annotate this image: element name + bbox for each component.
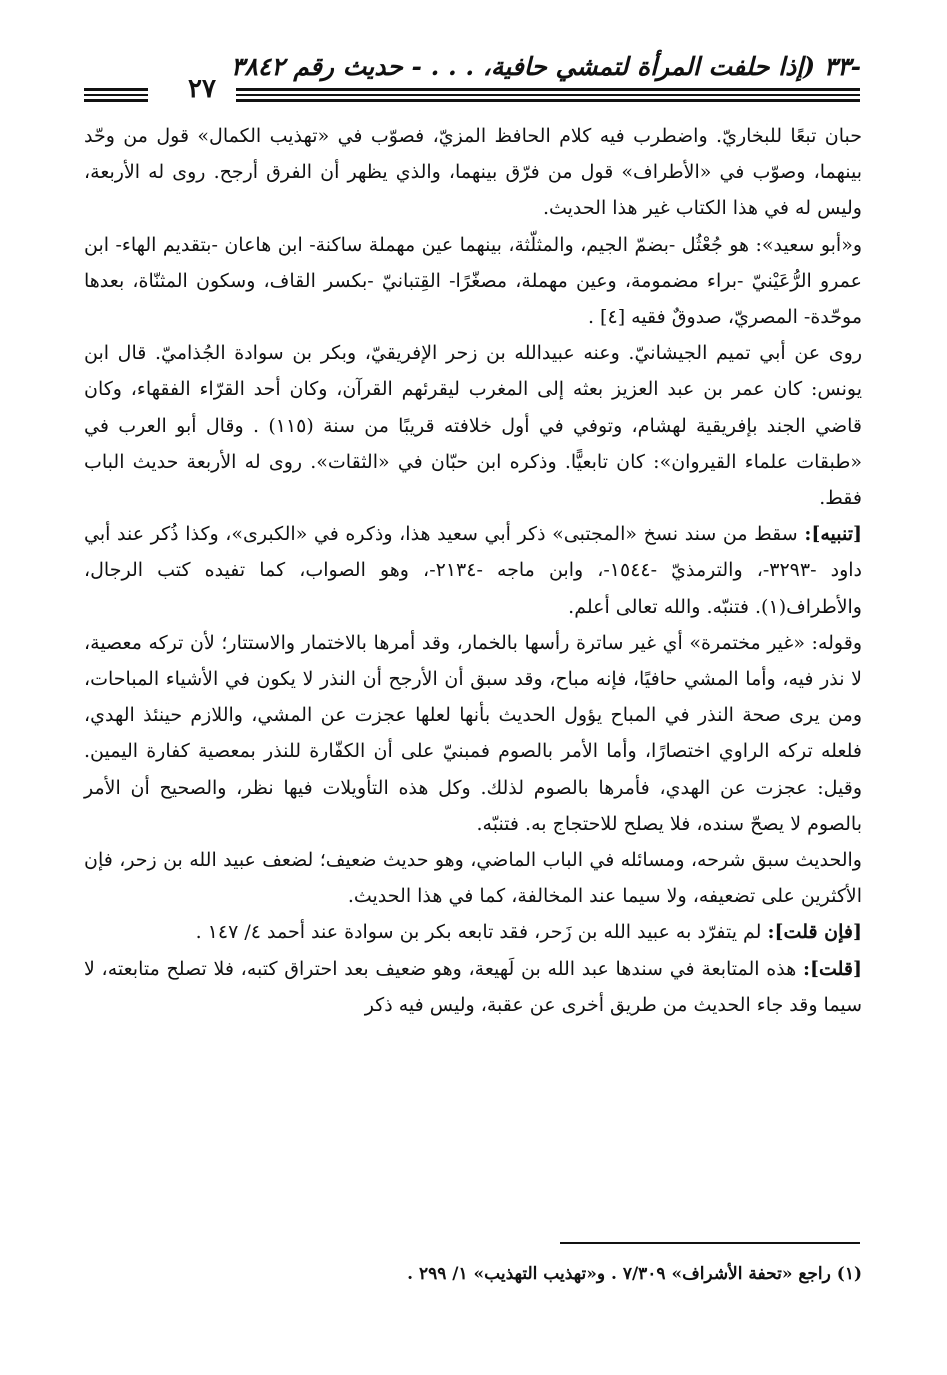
page-number-rule: [84, 99, 148, 102]
footnote: (١) راجع «تحفة الأشراف» ٧/٣٠٩ . و«تهذيب التهذيب» ١/ ٢٩٩ .: [407, 1264, 862, 1284]
running-header-title: -٣٣ (إذا حلفت المرأة لتمشي حافية، . . . - حديث رقم ٣٨٤٢: [230, 52, 861, 81]
header-rule: [236, 88, 860, 91]
header-rule: [236, 94, 860, 96]
paragraph-lead: [تنبيه]:: [804, 523, 862, 546]
paragraph: [84, 951, 862, 1023]
paragraph-text: سقط من سند نسخ «المجتبى» ذكر أبي سعيد هذا، وذكره في «الكبرى»، وكذا ذُكر عند أبي داود -٣٢٩٣-، والترمذيّ -١٥٤٤-، وابن ماجه -٢١٣٤-، وهو الصواب، كما تفيده كتب الرجال، والأطراف(١). فتنبّه. والله تعالى أعلم.: [84, 523, 862, 618]
paragraph: [84, 914, 862, 950]
paragraph-text: روى عن أبي تميم الجيشانيّ. وعنه عبيدالله بن زحر الإفريقيّ، وبكر بن سوادة الجُذاميّ. قال ابن يونس: كان عمر بن عبد العزيز بعثه إلى المغرب ليقرئهم القرآن، وكان أحد القرّاء الفقهاء، وكان قاضي الجند بإفريقية لهشام، وتوفي في أول خلافته قريبًا من سنة (١١٥) . وقال أبو العرب في «طبقات علماء القيروان»: كان تابعيًّا. وذكره ابن حبّان في «الثقات». روى له الأربعة حديث الباب فقط.: [84, 342, 862, 510]
paragraph-text: والحديث سبق شرحه، ومسائله في الباب الماضي، وهو حديث ضعيف؛ لضعف عبيد الله بن زحر، فإن الأكثرين على تضعيفه، ولا سيما عند المخالفة، كما في هذا الحديث.: [84, 849, 862, 908]
page-number: ٢٧: [188, 74, 216, 104]
footnote-separator: [560, 1242, 860, 1244]
paragraph: [84, 516, 862, 625]
page-number-rule: [84, 94, 148, 96]
paragraph: [84, 842, 862, 914]
paragraph: [84, 118, 862, 227]
page-number-rule: [84, 88, 148, 91]
paragraph-text: لم يتفرّد به عبيد الله بن زَحر، فقد تابعه بكر بن سوادة عند أحمد ٤/ ١٤٧ .: [195, 921, 762, 944]
paragraph-text: و«أبو سعيد»: هو جُعْثُل -بضمّ الجيم، والمثلّثة، بينهما عين مهملة ساكنة- ابن هاعان -بتقديم الهاء- ابن عمرو الرُّعَيْنيّ -براء مضمومة، وعين مهملة، مصغّرًا- القِتبانيّ -بكسر القاف، وسكون المثنّاة، بعدها موحّدة- المصريّ، صدوقٌ فقيه [٤] .: [84, 233, 862, 329]
paragraph: [84, 227, 862, 336]
body-text: [84, 118, 862, 1023]
paragraph: [84, 335, 862, 516]
paragraph-lead: [قلت]:: [802, 957, 863, 980]
paragraph-lead: [فإن قلت]:: [767, 921, 862, 944]
paragraph-text: حبان تبعًا للبخاريّ. واضطرب فيه كلام الحافظ المزيّ، فصوّب في «تهذيب الكمال» قول من وحّد بينهما، وصوّب في «الأطراف» قول من فرّق بينهما، والذي يظهر أن الفرق أرجح. روى له الأربعة، وليس له في هذا الكتاب غير هذا الحديث.: [84, 125, 862, 220]
paragraph-text: وقوله: «غير مختمرة» أي غير ساترة رأسها بالخمار، وقد أمرها بالاختمار والاستتار؛ لأن تركه معصية، لا نذر فيه، وأما المشي حافيًا، فإنه مباح، وقد سبق أن الأرجح أن النذر لا يكون في الأشياء المباحات، ومن يرى صحة النذر في المباح يؤول الحديث بأنها لعلها عجزت عن المشي، واللازم حينئذ الهدي، فلعله تركه الراوي اختصارًا، وأما الأمر بالصوم فمبنيّ على أن الكفّارة للنذر بمعصية كفارة اليمين. وقيل: عجزت عن الهدي، فأمرها بالصوم لذلك. وكل هذه التأويلات فيها نظر، والصحيح أن الأمر بالصوم لا يصحّ سنده، فلا يصلح للاحتجاج به. فتنبّه.: [84, 631, 862, 835]
header-rule: [236, 99, 860, 102]
paragraph: [84, 625, 862, 842]
paragraph-text: هذه المتابعة في سندها عبد الله بن لَهيعة، وهو ضعيف بعد احتراق كتبه، فلا تصلح متابعته، لا سيما وقد جاء الحديث من طريق أخرى عن عقبة، وليس فيه ذكر: [84, 957, 862, 1016]
